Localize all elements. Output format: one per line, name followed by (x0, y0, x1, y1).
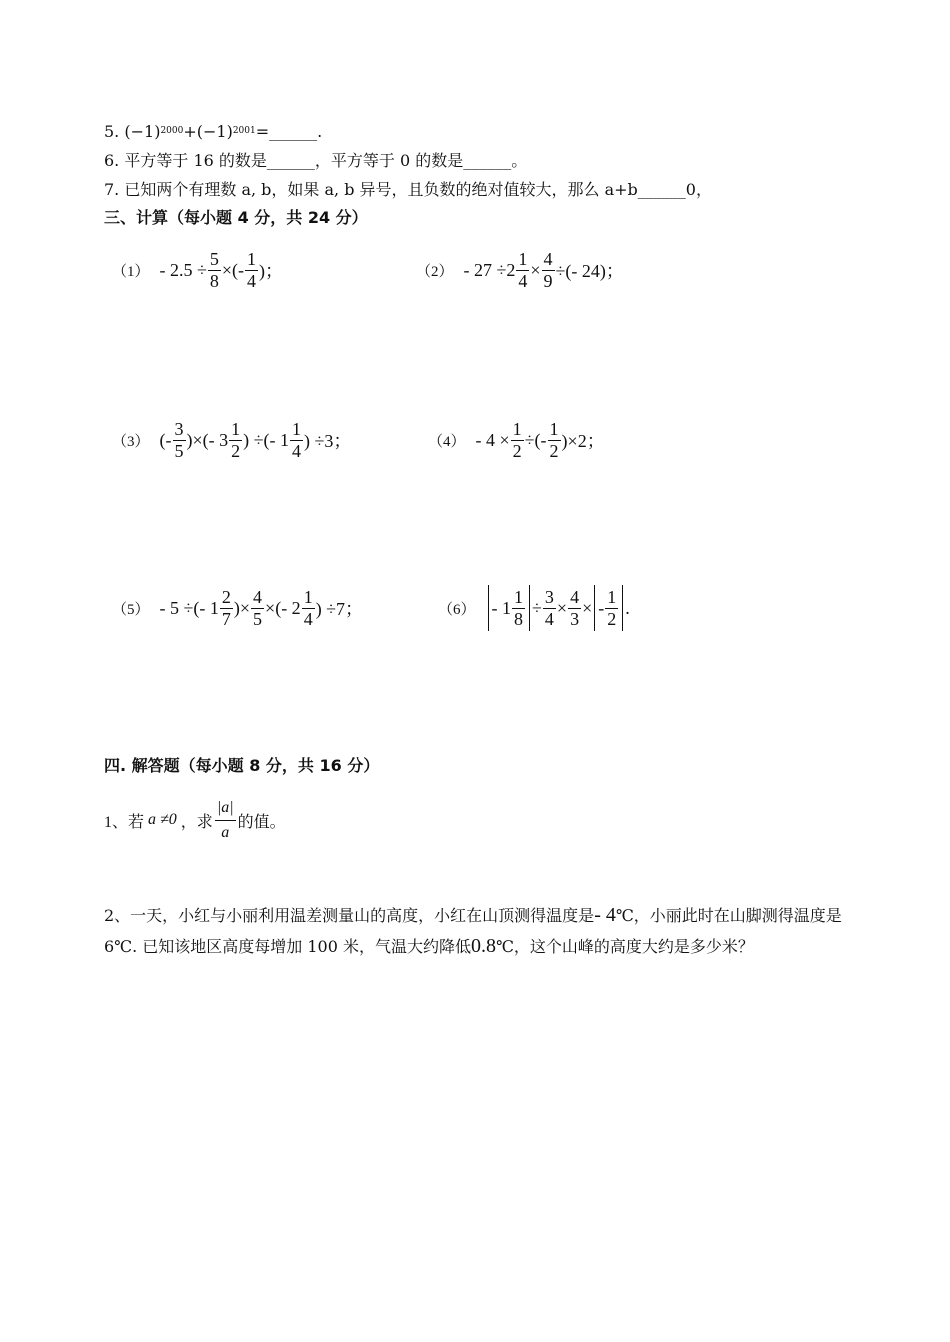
p6-period: . (625, 597, 630, 618)
aq2-temperature-drop: 0.8 (470, 935, 496, 957)
problem-1 (112, 245, 283, 295)
p6-part-d: × (582, 597, 593, 618)
p3-tag: （3） (112, 433, 150, 450)
p5-part-c: ×(- 2 (265, 597, 301, 618)
aq1-part-b: ，求 (180, 813, 213, 831)
q5-base2: (−1) (196, 122, 233, 141)
problem-2 (416, 245, 624, 295)
p6-tag: （6） (438, 601, 476, 618)
p3-fraction-3: $\frac{1}{4}$ (292, 418, 302, 461)
p6-part-b: ÷ (532, 597, 542, 618)
p4-fraction-2: $\frac{1}{2}$ (549, 418, 559, 461)
p5-part-a: - 5 ÷(- 1 (159, 597, 219, 618)
aq2-temperature-top: - 4 (594, 904, 616, 926)
p6-fraction-1: $\frac{1}{8}$ (514, 586, 524, 629)
problem-3 (112, 415, 351, 465)
p5-part-b: )× (233, 597, 251, 618)
p1-part-a: - 2.5 ÷ (159, 259, 207, 280)
q5-base1: (−1) (124, 122, 161, 141)
p1-tag: （1） (112, 263, 150, 280)
q5-number: 5. (104, 122, 120, 141)
p2-tag: （2） (416, 263, 454, 280)
q5-plus: + (183, 122, 197, 141)
p3-fraction-1: $\frac{3}{5}$ (174, 418, 184, 461)
aq1-fraction: $\frac{|a|}{a}$ (215, 796, 236, 845)
p2-part-b: × (530, 259, 541, 280)
answer-question-2 (104, 900, 849, 962)
p1-fraction-1: $\frac{5}{8}$ (209, 248, 219, 291)
p3-fraction-2: $\frac{1}{2}$ (231, 418, 241, 461)
p6-absolute-value-1: - 1 $\frac{1}{8}$ (488, 585, 531, 631)
aq1-condition: a ≠0 (148, 811, 177, 828)
aq2-part-b: ℃，小丽此时在山脚测得温度是 6℃. 已知该地区高度每增加 100 米，气温大约降低 (104, 906, 842, 956)
p4-fraction-1: $\frac{1}{2}$ (512, 418, 522, 461)
problem-4 (428, 415, 605, 465)
p5-part-d: ) ÷7； (315, 599, 364, 619)
problem-6 (438, 583, 630, 633)
p2-part-a: - 27 ÷2 (463, 259, 516, 280)
p2-fraction-2: $\frac{4}{9}$ (543, 248, 553, 291)
p1-part-c: )； (259, 261, 284, 281)
p3-part-d: ) ÷3； (304, 431, 352, 451)
question-5 (104, 122, 322, 145)
q5-exp1: 2000 (160, 126, 184, 136)
p2-fraction-1: $\frac{1}{4}$ (518, 248, 528, 291)
p4-part-b: ÷(- (524, 429, 547, 450)
aq1-part-a: 1、若 (104, 813, 145, 831)
question-6: 6. 平方等于 16 的数是______，平方等于 0 的数是______。 (104, 151, 528, 170)
section-4-title: 四. 解答题（每小题 8 分，共 16 分） (104, 756, 380, 775)
p3-part-c: ) ÷(- 1 (243, 429, 290, 450)
p3-part-a: (- (159, 429, 172, 450)
p4-part-c: )×2； (561, 431, 605, 451)
p1-part-b: ×(- (221, 259, 245, 280)
p5-fraction-3: $\frac{1}{4}$ (303, 586, 313, 629)
question-7: 7. 已知两个有理数 a, b，如果 a, b 异号，且负数的绝对值较大，那么 a+b______0， (104, 180, 712, 199)
section-3-title: 三、计算（每小题 4 分，共 24 分） (104, 208, 368, 227)
p5-fraction-2: $\frac{4}{5}$ (253, 586, 263, 629)
p5-tag: （5） (112, 601, 150, 618)
q5-exp2: 2001 (232, 126, 256, 136)
p2-part-c: ÷(- 24)； (555, 261, 624, 281)
aq2-part-a: 2、一天，小红与小丽利用温差测量山的高度，小红在山顶测得温度是 (104, 906, 595, 925)
p6-fraction-4: $\frac{1}{2}$ (607, 586, 617, 629)
p5-fraction-1: $\frac{2}{7}$ (221, 586, 231, 629)
p4-tag: （4） (428, 433, 466, 450)
p6-fraction-2: $\frac{3}{4}$ (544, 586, 554, 629)
p6-fraction-3: $\frac{4}{3}$ (570, 586, 580, 629)
p4-part-a: - 4 × (475, 429, 510, 450)
p1-fraction-2: $\frac{1}{4}$ (247, 248, 257, 291)
answer-question-1 (104, 792, 286, 848)
aq2-part-c: ℃，这个山峰的高度大约是多少米？ (495, 937, 754, 956)
problem-5 (112, 583, 363, 633)
p3-part-b: )×(- 3 (186, 429, 229, 450)
aq1-part-c: 的值。 (237, 813, 286, 831)
p6-part-c: × (556, 597, 568, 618)
q5-blank: =______. (255, 122, 323, 141)
p6-absolute-value-2: - $\frac{1}{2}$ (594, 585, 623, 631)
